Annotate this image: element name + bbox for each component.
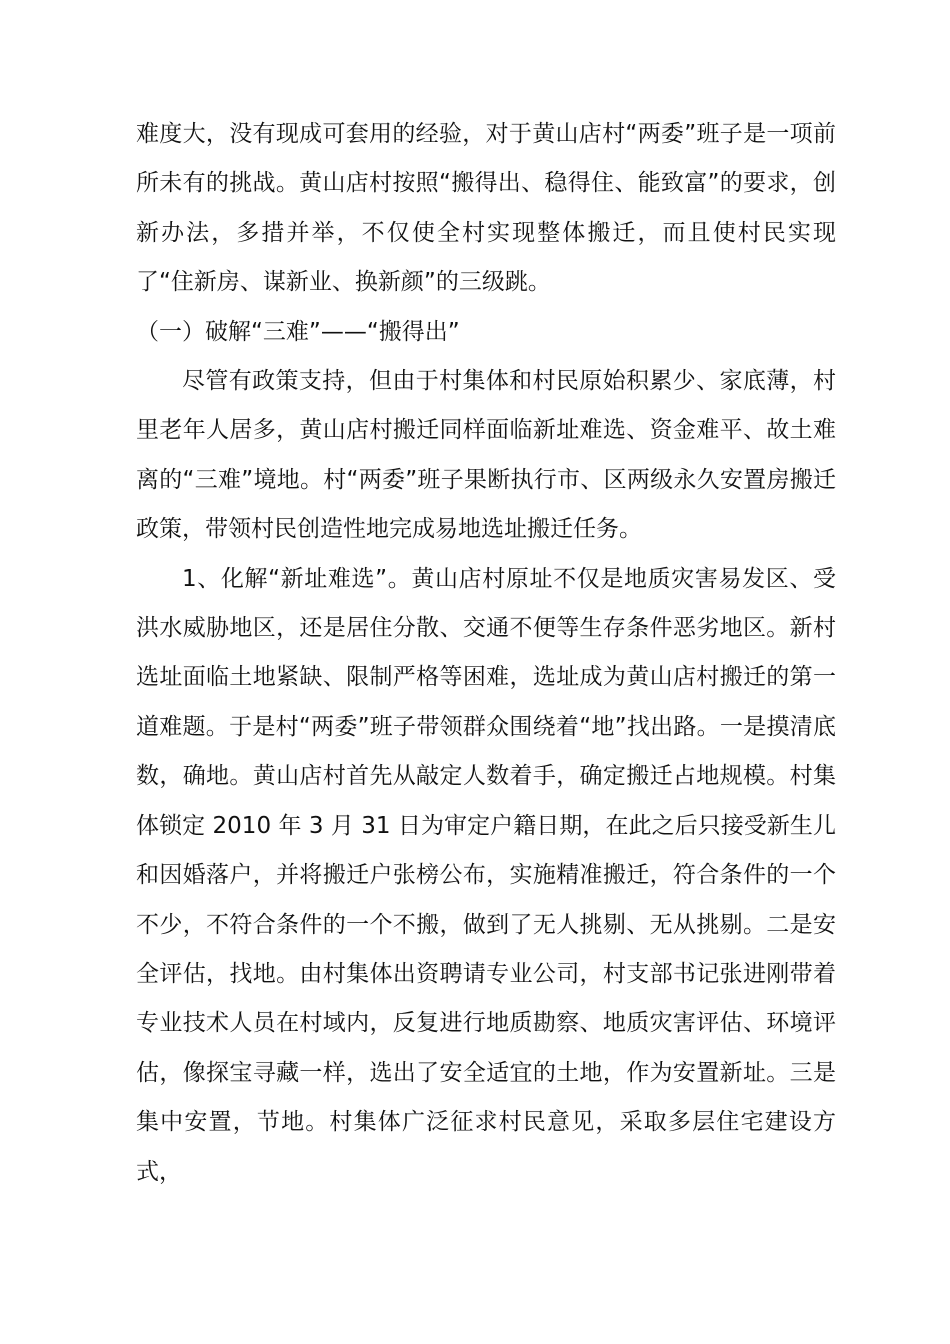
- paragraph-continuation: 难度大，没有现成可套用的经验，对于黄山店村“两委”班子是一项前所未有的挑战。黄山店村按照“搬得出、稳得住、能致富”的要求，创新办法，多措并举，不仅使全村实现整体搬迁，而且使村民实现了“住新房、谋新业、换新颜”的三级跳。: [136, 121, 836, 296]
- section-heading: （一）破解“三难”——“搬得出”: [136, 318, 460, 345]
- paragraph: 1、化解“新址难选”。黄山店村原址不仅是地质灾害易发区、受洪水威胁地区，还是居住分散、交通不便等生存条件恶劣地区。新村选址面临土地紧缺、限制严格等困难，选址成为黄山店村搬迁的第一道难题。于是村“两委”班子带领群众围绕着“地”找出路。一是摸清底数，确地。黄山店村首先从敲定人数着手，确定搬迁占地规模。村集体锁定 2010 年 3 月 31 日为审定户籍日期，在此之后只接受新生儿和因婚落户，并将搬迁户张榜公布，实施精准搬迁，符合条件的一个不少，不符合条件的一个不搬，做到了无人挑剔、无从挑剔。二是安全评估，找地。由村集体出资聘请专业公司，村支部书记张进刚带着专业技术人员在村域内，反复进行地质勘察、地质灾害评估、环境评估，像探宝寻藏一样，选出了安全适宜的土地，作为安置新址。三是集中安置，节地。村集体广泛征求村民意见，采取多层住宅建设方式，: [136, 565, 836, 1185]
- paragraph: 尽管有政策支持，但由于村集体和村民原始积累少、家底薄，村里老年人居多，黄山店村搬迁同样面临新址难选、资金难平、故土难离的“三难”境地。村“两委”班子果断执行市、区两级永久安置房搬迁政策，带领村民创造性地完成易地选址搬迁任务。: [136, 368, 836, 543]
- body-text: [136, 110, 836, 1197]
